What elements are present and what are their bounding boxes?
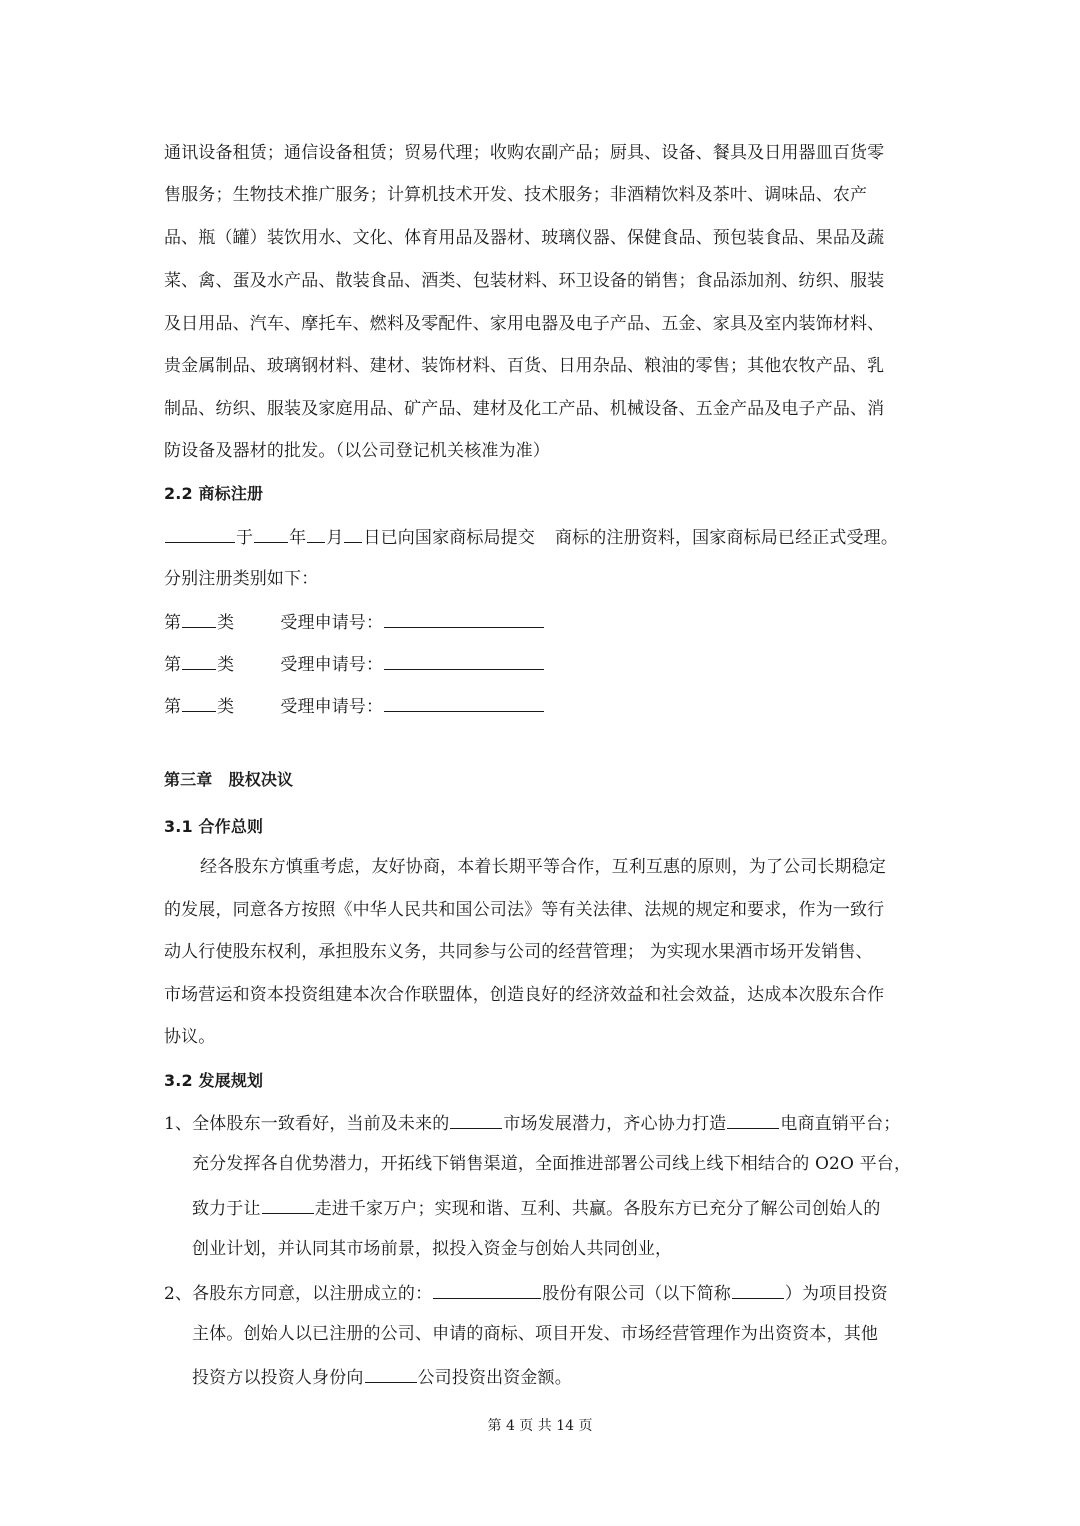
scope-line: 制品、纺织、服装及家庭用品、矿产品、建材及化工产品、机械设备、五金产品及电子产品、消 bbox=[164, 399, 885, 419]
application-number-blank bbox=[384, 693, 544, 712]
list-item-2-line: 投资方以投资人身份向 公司投资出资金额。 bbox=[192, 1364, 952, 1390]
paragraph-line: 协议。 bbox=[164, 1027, 216, 1047]
application-number-blank bbox=[384, 609, 544, 628]
paragraph-line: 的发展，同意各方按照《中华人民共和国公司法》等有关法律、法规的规定和要求，作为一致行 bbox=[164, 900, 885, 920]
trademark-line: 于 年 月 日已向国家商标局提交 商标的注册资料，国家商标局已经正式受理。 bbox=[164, 524, 924, 550]
scope-line: 通讯设备租赁；通信设备租赁；贸易代理；收购农副产品；厨具、设备、餐具及日用器皿百货零 bbox=[164, 143, 885, 163]
scope-line: 售服务；生物技术推广服务；计算机技术开发、技术服务；非酒精饮料及茶叶、调味品、农产 bbox=[164, 185, 868, 205]
scope-line: 品、瓶（罐）装饮用水、文化、体育用品及器材、玻璃仪器、保健食品、预包装食品、果品及蔬 bbox=[164, 228, 885, 248]
section-3-2-heading: 3.2 发展规划 bbox=[164, 1071, 264, 1090]
list-item-1-line: 充分发挥各自优势潜力，开拓线下销售渠道，全面推进部署公司线上线下相结合的 O2O 平台， bbox=[192, 1154, 912, 1174]
scope-line: 贵金属制品、玻璃钢材料、建材、装饰材料、百货、日用杂品、粮油的零售；其他农牧产品、乳 bbox=[164, 356, 885, 376]
scope-line: 防设备及器材的批发。（以公司登记机关核准为准） bbox=[164, 441, 550, 461]
month-blank bbox=[307, 524, 325, 543]
list-item-2: 2、各股东方同意，以注册成立的： 股份有限公司（以下简称 ）为项目投资 bbox=[164, 1280, 924, 1306]
page-number: 第 4 页 共 14 页 bbox=[487, 1418, 593, 1434]
paragraph-line: 市场营运和资本投资组建本次合作联盟体，创造良好的经济效益和社会效益，达成本次股东合作 bbox=[164, 985, 885, 1005]
chapter-3-heading: 第三章 股权决议 bbox=[164, 770, 294, 789]
list-item-1-line: 致力于让 走进千家万户；实现和谐、互利、共赢。各股东方已充分了解公司创始人的 bbox=[192, 1195, 952, 1221]
application-number-blank bbox=[384, 651, 544, 670]
year-blank bbox=[254, 524, 288, 543]
list-item-1: 1、全体股东一致看好，当前及未来的 市场发展潜力，齐心协力打造 电商直销平台； bbox=[164, 1110, 924, 1136]
section-2-2-heading: 2.2 商标注册 bbox=[164, 484, 264, 503]
paragraph-line: 动人行使股东权利，承担股东义务，共同参与公司的经营管理； 为实现水果酒市场开发销售、 bbox=[164, 942, 873, 962]
registration-row: 第 类 受理申请号： bbox=[164, 693, 924, 719]
scope-line: 及日用品、汽车、摩托车、燃料及零配件、家用电器及电子产品、五金、家具及室内装饰材料、 bbox=[164, 314, 885, 334]
list-item-2-line: 主体。创始人以已注册的公司、申请的商标、项目开发、市场经营管理作为出资资本，其他 bbox=[192, 1324, 878, 1344]
list-item-1-line: 创业计划，并认同其市场前景，拟投入资金与创始人共同创业， bbox=[192, 1239, 673, 1259]
company-blank bbox=[165, 524, 235, 543]
paragraph-line: 经各股东方慎重考虑，友好协商，本着长期平等合作，互利互惠的原则，为了公司长期稳定 bbox=[200, 857, 886, 877]
registration-row: 第 类 受理申请号： bbox=[164, 651, 924, 677]
category-intro: 分别注册类别如下： bbox=[164, 569, 319, 589]
day-blank bbox=[344, 524, 362, 543]
registration-row: 第 类 受理申请号： bbox=[164, 609, 924, 635]
section-3-1-heading: 3.1 合作总则 bbox=[164, 817, 264, 836]
scope-line: 菜、禽、蛋及水产品、散装食品、酒类、包装材料、环卫设备的销售；食品添加剂、纺织、服装 bbox=[164, 271, 885, 291]
